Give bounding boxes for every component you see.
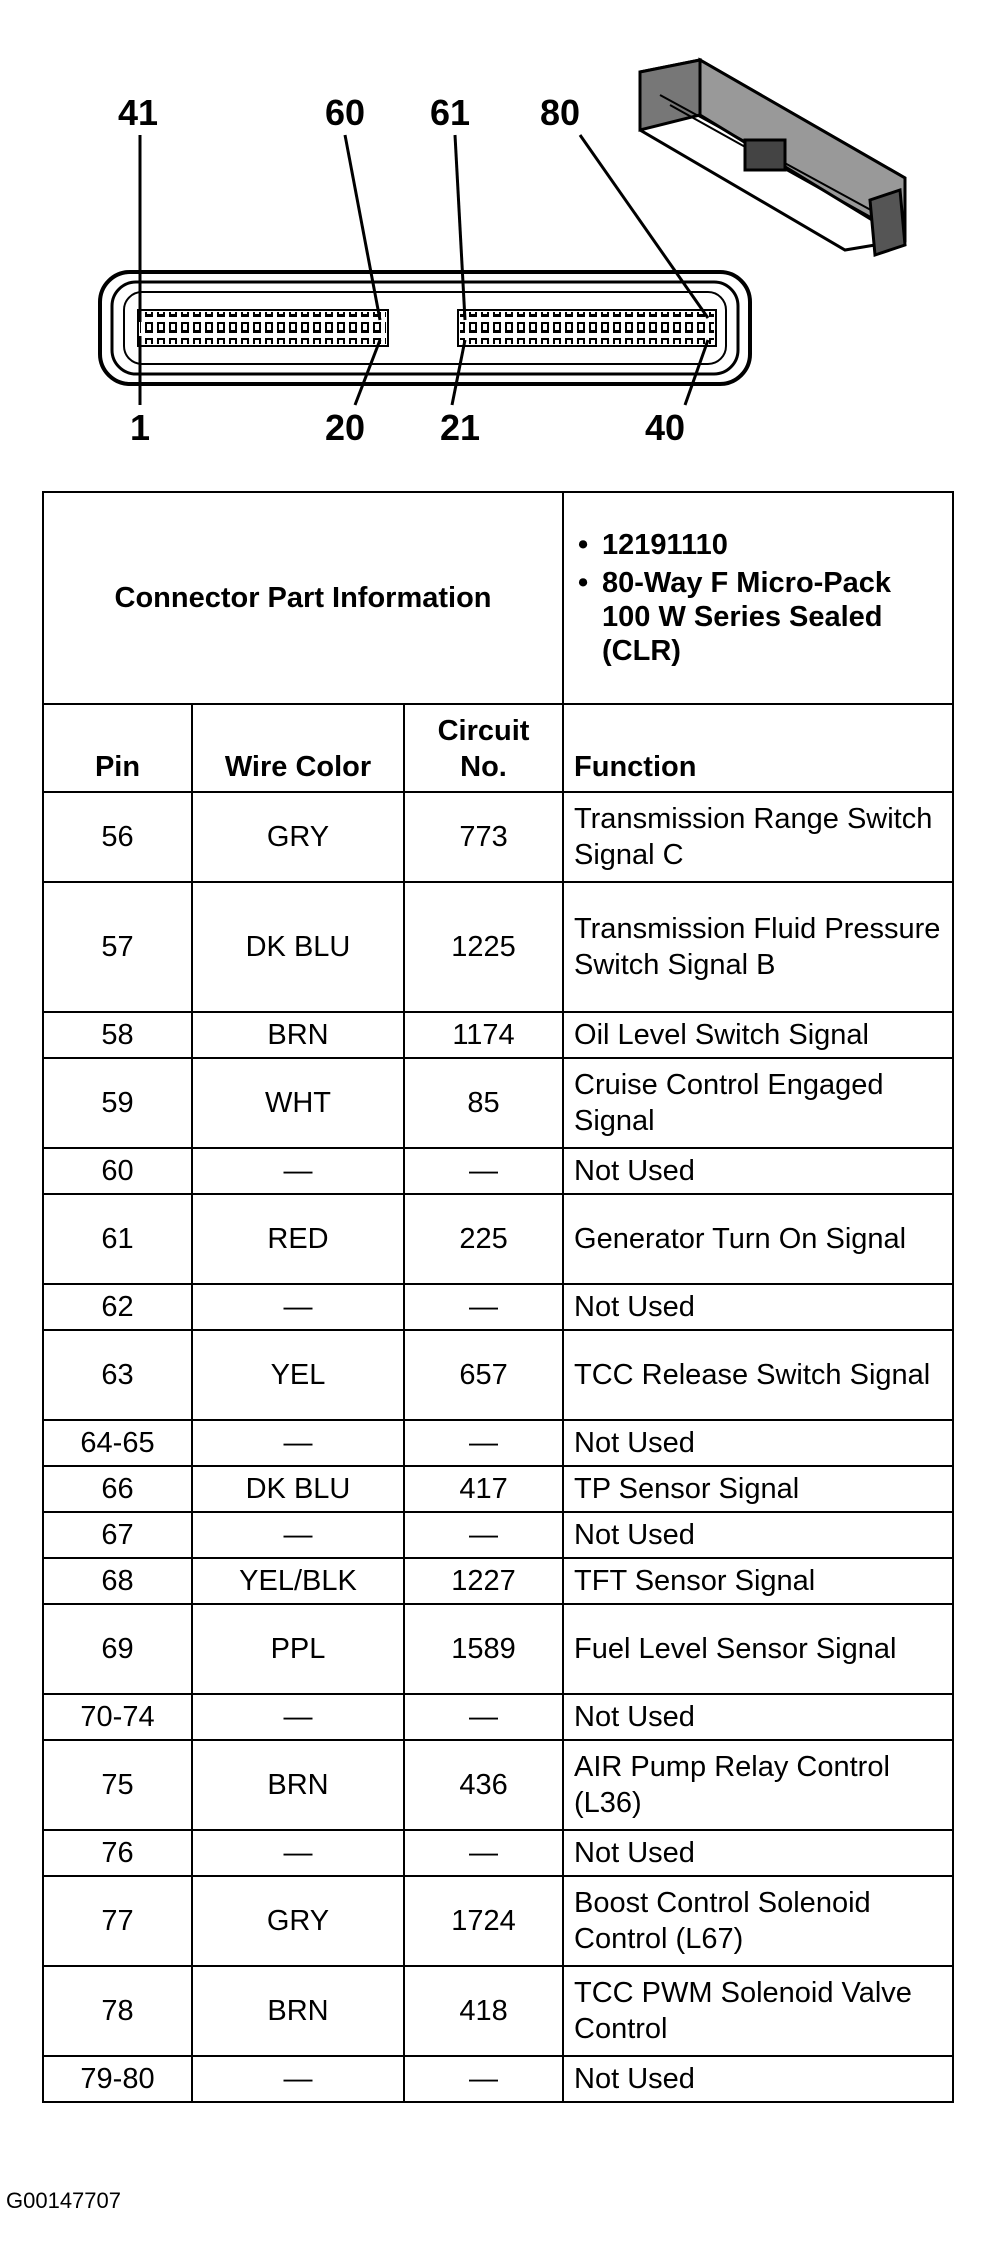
table-row [43, 2056, 953, 2102]
pin-label-61: 61 [430, 92, 471, 133]
connector-pinout-table [42, 491, 954, 2103]
wire-color-cell: DK BLU [192, 882, 404, 1012]
connector-diagram [0, 0, 998, 470]
wire-color-cell: — [192, 2056, 404, 2102]
pin-cell: 58 [43, 1012, 192, 1058]
pin-cell: 56 [43, 792, 192, 882]
column-header-row [43, 704, 953, 792]
function-cell: Not Used [563, 1512, 953, 1558]
circuit-cell: — [404, 1694, 563, 1740]
pin-cell: 68 [43, 1558, 192, 1604]
table-row [43, 1966, 953, 2056]
figure-code: G00147707 [6, 2188, 121, 2213]
function-cell: Fuel Level Sensor Signal [563, 1604, 953, 1694]
table-row [43, 1466, 953, 1512]
pin-cell: 62 [43, 1284, 192, 1330]
circuit-cell: 225 [404, 1194, 563, 1284]
wire-color-cell: BRN [192, 1966, 404, 2056]
wire-color-cell: — [192, 1148, 404, 1194]
pin-cell: 69 [43, 1604, 192, 1694]
pin-label-80: 80 [540, 92, 581, 133]
wire-color-cell: GRY [192, 1876, 404, 1966]
connector-front-view [100, 272, 750, 384]
function-cell: Transmission Fluid Pressure Switch Signal B [563, 882, 953, 1012]
pin-cell: 57 [43, 882, 192, 1012]
wire-color-cell: DK BLU [192, 1466, 404, 1512]
pin-label-40: 40 [645, 407, 686, 448]
circuit-cell: 1174 [404, 1012, 563, 1058]
col-header-wire-color: Wire Color [192, 704, 404, 792]
part-info-details [563, 492, 953, 704]
circuit-cell: 773 [404, 792, 563, 882]
circuit-cell: 1589 [404, 1604, 563, 1694]
pin-label-20: 20 [325, 407, 366, 448]
wire-color-cell: PPL [192, 1604, 404, 1694]
circuit-cell: — [404, 1830, 563, 1876]
function-cell: Not Used [563, 2056, 953, 2102]
table-row [43, 1284, 953, 1330]
function-cell: Not Used [563, 1420, 953, 1466]
circuit-cell: — [404, 1512, 563, 1558]
pin-cell: 60 [43, 1148, 192, 1194]
pin-cell: 75 [43, 1740, 192, 1830]
function-cell: TCC PWM Solenoid Valve Control [563, 1966, 953, 2056]
function-cell: Boost Control Solenoid Control (L67) [563, 1876, 953, 1966]
pin-cell: 64-65 [43, 1420, 192, 1466]
table-row [43, 1830, 953, 1876]
col-header-function: Function [563, 704, 953, 792]
circuit-cell: 1227 [404, 1558, 563, 1604]
table-row [43, 1740, 953, 1830]
wire-color-cell: — [192, 1694, 404, 1740]
function-cell: AIR Pump Relay Control (L36) [563, 1740, 953, 1830]
circuit-cell: — [404, 1148, 563, 1194]
wire-color-cell: BRN [192, 1740, 404, 1830]
table-row [43, 1512, 953, 1558]
pin-cell: 70-74 [43, 1694, 192, 1740]
circuit-cell: 418 [404, 1966, 563, 2056]
table-row [43, 1330, 953, 1420]
function-cell: Generator Turn On Signal [563, 1194, 953, 1284]
table-row [43, 1558, 953, 1604]
table-row [43, 792, 953, 882]
circuit-cell: 1724 [404, 1876, 563, 1966]
pin-cell: 76 [43, 1830, 192, 1876]
table-row [43, 1876, 953, 1966]
circuit-cell: — [404, 2056, 563, 2102]
pin-cell: 77 [43, 1876, 192, 1966]
pin-label-21: 21 [440, 407, 481, 448]
part-info-row [43, 492, 953, 704]
wire-color-cell: YEL/BLK [192, 1558, 404, 1604]
table-row [43, 1148, 953, 1194]
function-cell: TCC Release Switch Signal [563, 1330, 953, 1420]
pin-cell: 79-80 [43, 2056, 192, 2102]
wire-color-cell: WHT [192, 1058, 404, 1148]
part-info-list [574, 528, 942, 668]
wire-color-cell: BRN [192, 1012, 404, 1058]
pin-label-1: 1 [130, 407, 151, 448]
pin-cell: 78 [43, 1966, 192, 2056]
connector-description: • 80-Way F Micro-Pack 100 W Series Sealed (CLR) [574, 566, 942, 668]
function-cell: Oil Level Switch Signal [563, 1012, 953, 1058]
table-row [43, 1058, 953, 1148]
function-cell: Transmission Range Switch Signal C [563, 792, 953, 882]
part-number: • 12191110 [574, 528, 942, 562]
table-row [43, 1194, 953, 1284]
wire-color-cell: — [192, 1284, 404, 1330]
wire-color-cell: RED [192, 1194, 404, 1284]
function-cell: Not Used [563, 1148, 953, 1194]
wire-color-cell: YEL [192, 1330, 404, 1420]
circuit-cell: 1225 [404, 882, 563, 1012]
pin-label-41: 41 [118, 92, 159, 133]
pin-cell: 67 [43, 1512, 192, 1558]
pin-cell: 59 [43, 1058, 192, 1148]
table-row [43, 882, 953, 1012]
circuit-cell: — [404, 1284, 563, 1330]
function-cell: TP Sensor Signal [563, 1466, 953, 1512]
wire-color-cell: — [192, 1830, 404, 1876]
connector-isometric-view [640, 60, 905, 255]
function-cell: Not Used [563, 1694, 953, 1740]
circuit-cell: 417 [404, 1466, 563, 1512]
circuit-cell: 85 [404, 1058, 563, 1148]
circuit-cell: 657 [404, 1330, 563, 1420]
table-row [43, 1604, 953, 1694]
function-cell: Cruise Control Engaged Signal [563, 1058, 953, 1148]
function-cell: Not Used [563, 1830, 953, 1876]
wire-color-cell: — [192, 1420, 404, 1466]
table-row [43, 1694, 953, 1740]
pin-label-60: 60 [325, 92, 366, 133]
wire-color-cell: — [192, 1512, 404, 1558]
pin-cell: 61 [43, 1194, 192, 1284]
function-cell: TFT Sensor Signal [563, 1558, 953, 1604]
table-row [43, 1012, 953, 1058]
col-header-pin: Pin [43, 704, 192, 792]
circuit-cell: 436 [404, 1740, 563, 1830]
circuit-cell: — [404, 1420, 563, 1466]
pin-cell: 66 [43, 1466, 192, 1512]
pin-cell: 63 [43, 1330, 192, 1420]
table-row [43, 1420, 953, 1466]
part-info-label: Connector Part Information [43, 492, 563, 704]
function-cell: Not Used [563, 1284, 953, 1330]
wire-color-cell: GRY [192, 792, 404, 882]
col-header-circuit: Circuit No. [404, 704, 563, 792]
